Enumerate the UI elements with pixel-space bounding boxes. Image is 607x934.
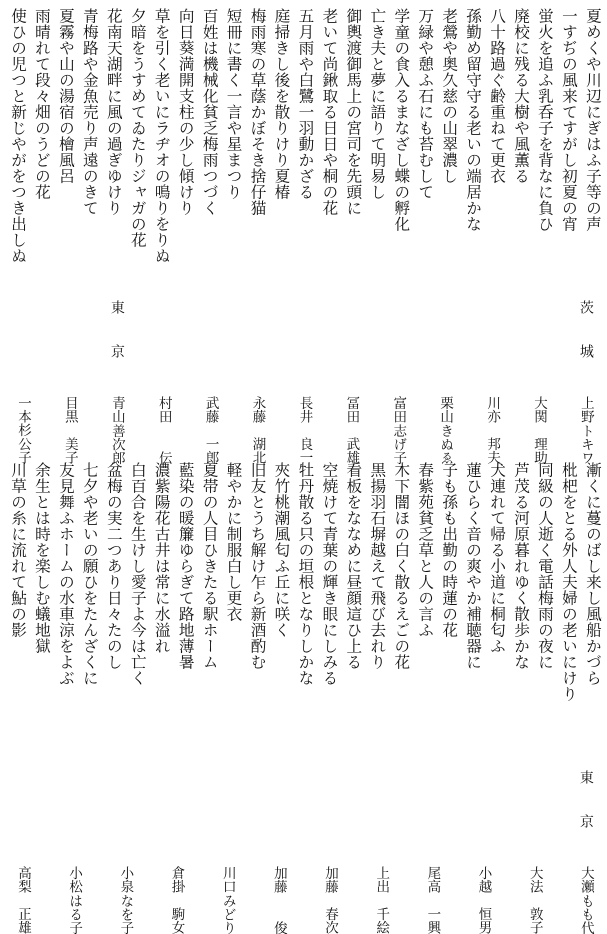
- haiku-line: 八十路過ぐ齢重ねて更衣: [488, 8, 507, 184]
- author-column: [147, 300, 181, 464]
- author-name: 高梨 正雄: [15, 866, 31, 934]
- author-name: 川口 みどり: [219, 866, 236, 934]
- author-column: [6, 300, 40, 464]
- haiku-line: 庭掃きし後を散りけり夏椿: [272, 8, 291, 200]
- haiku-line: 梅雨寒の草蔭かぼそき捨仔猫: [248, 8, 267, 216]
- author-column: [241, 300, 275, 464]
- haiku-line: 白百合を生けし愛子よ今は亡く: [128, 462, 147, 686]
- author-name: 大瀬 もも代: [577, 866, 594, 934]
- haiku-line: 牡丹散る只の垣根となりしかな: [296, 462, 315, 686]
- haiku-line: 余生とは時を楽しむ蟻地獄: [32, 462, 51, 654]
- author-name: 上出 千絵: [373, 866, 390, 934]
- haiku-line: 御輿渡御馬上の宮司を先頭に: [344, 8, 363, 216]
- haiku-line: 孫勤め留守守る老いの端居かな: [464, 8, 483, 232]
- author-name: 村田 伝: [155, 396, 172, 464]
- author-name: 加藤 春次: [322, 866, 339, 934]
- lower-haiku-block: [0, 462, 607, 762]
- author-column: [467, 770, 501, 934]
- haiku-line: 万緑や憩ふ石にも苔むして: [416, 8, 435, 200]
- haiku-line: 犬連れて帰る小道に桐匂ふ: [488, 462, 507, 654]
- author-name: 尾高 一興: [424, 866, 441, 934]
- author-name: 青山 善次郎: [108, 396, 125, 464]
- author-column: [522, 300, 556, 464]
- region-label: 茨城: [577, 300, 594, 388]
- author-name: 一本杉 公子: [15, 396, 31, 464]
- haiku-line: 使ひの児つと新じやがをつき出しぬ: [9, 8, 27, 264]
- haiku-line: 廃校に残る大樹や風薫る: [512, 8, 531, 184]
- haiku-line: 百姓は機械化貧乏梅雨つづく: [200, 8, 219, 216]
- haiku-line: 枇杷をとる外人夫婦の老いにけり: [559, 462, 578, 702]
- haiku-line: 夕暗をうすめてゐたりジャガの花: [128, 8, 147, 248]
- author-name: 上野 トキワ: [577, 396, 594, 464]
- haiku-line: 黒揚羽石塀越えて飛び去れり: [368, 462, 387, 670]
- author-name: 小泉 なを子: [117, 866, 134, 934]
- author-column: [6, 770, 40, 934]
- author-column: [518, 770, 552, 934]
- region-label: 東京: [108, 300, 125, 388]
- haiku-line: 青梅路や金魚売り声遠のきて: [80, 8, 99, 216]
- haiku-line: 川草の糸に流れて鮎の影: [9, 462, 27, 638]
- author-column: [475, 300, 509, 464]
- author-name: 永藤 湖北: [249, 396, 266, 464]
- haiku-line: 春紫苑貧乏草と人の言ふ: [416, 462, 435, 638]
- haiku-line: 盆梅の実二つあり日々たのし: [104, 462, 123, 670]
- haiku-line: 旧友とうち解け乍ら新酒酌む: [248, 462, 267, 670]
- author-column: [569, 770, 603, 934]
- author-column: [108, 770, 142, 934]
- haiku-line: 向日葵満開支柱の少し傾けり: [176, 8, 195, 216]
- haiku-line: 五月雨や白鷺一羽動かざる: [296, 8, 315, 200]
- author-column: [287, 300, 321, 464]
- haiku-line: 芦茂る河原暮れゆく散歩かな: [512, 462, 531, 670]
- haiku-line: 軽やかに制服白し更衣: [224, 462, 243, 622]
- author-column: [160, 770, 194, 934]
- author-name: 川亦 邦夫: [484, 396, 501, 464]
- author-column: [57, 770, 91, 934]
- haiku-line: 老鶯や奥久慈の山翠濃し: [440, 8, 459, 184]
- haiku-line: 草を引く老いにラヂオの鳴りをりぬ: [152, 8, 171, 264]
- haiku-line: 漸くに蔓のばし来し風船かづら: [583, 462, 602, 686]
- haiku-line: 花南天湖畔に風の過ぎゆけり: [104, 8, 123, 216]
- haiku-line: 亡き夫と夢に語りて明易し: [368, 8, 387, 200]
- author-column: [334, 300, 368, 464]
- author-name: 武藤 一郎: [202, 396, 219, 464]
- haiku-line: 夾竹桃潮風匂ふ丘に咲く: [272, 462, 291, 638]
- upper-haiku-block: [0, 8, 607, 308]
- haiku-line: 木下闇ほの白く散るえごの花: [392, 462, 411, 670]
- lower-author-block: [0, 770, 607, 934]
- region-label: 東京: [577, 770, 594, 858]
- haiku-line: 看板をななめに昼顔這ひ上る: [344, 462, 363, 670]
- author-column: [569, 300, 603, 464]
- haiku-line: 蓮ひらく音の爽やか補聴器に: [464, 462, 483, 670]
- haiku-line: 雨晴れて段々畑のうどの花: [32, 8, 51, 200]
- haiku-line: 友見舞ふホームの水車涼をよぶ: [56, 462, 75, 686]
- author-name: 栗山 きぬゑ: [437, 396, 454, 464]
- author-column: [415, 770, 449, 934]
- haiku-line: 一すぢの風来てすがし初夏の宵: [559, 8, 578, 232]
- author-name: 長井 良一: [296, 396, 313, 464]
- author-column: [313, 770, 347, 934]
- author-name: 目黒 美子: [61, 396, 78, 464]
- author-name: 大法 敦子: [526, 866, 543, 934]
- author-name: 倉掛 駒女: [168, 866, 185, 934]
- haiku-line: 学童の食入るまなざし蝶の孵化: [392, 8, 411, 232]
- haiku-line: 子も孫も出勤の時蓮の花: [440, 462, 459, 638]
- haiku-line: 老いて尚鍬取る日日や桐の花: [320, 8, 339, 216]
- author-name: 冨田 武雄: [343, 396, 360, 464]
- author-column: [381, 300, 415, 464]
- author-column: [194, 300, 228, 464]
- author-column: [211, 770, 245, 934]
- haiku-line: 藍染の暖簾ゆらぎて路地薄暑: [176, 462, 195, 670]
- author-name: 小越 恒男: [475, 866, 492, 934]
- haiku-line: 七夕や老いの願ひをたんざくに: [80, 462, 99, 686]
- author-name: 大関 理助: [530, 396, 547, 464]
- author-name: 加藤 俊: [270, 866, 287, 934]
- haiku-line: 同級の人逝く電話梅雨の夜に: [535, 462, 554, 670]
- upper-author-block: [0, 300, 607, 464]
- author-name: 小松 はる子: [66, 866, 83, 934]
- author-column: [262, 770, 296, 934]
- author-column: [100, 300, 134, 464]
- author-column: [428, 300, 462, 464]
- haiku-line: 濃紫陽花古井は常に水溢れ: [152, 462, 171, 654]
- haiku-line: 蛍火を追ふ乳呑子を背なに負ひ: [535, 8, 554, 232]
- haiku-line: 夏帯の人目ひきたる駅ホーム: [200, 462, 219, 670]
- author-column: [53, 300, 87, 464]
- haiku-line: 夏めくや川辺にぎはふ子等の声: [583, 8, 602, 232]
- haiku-line: 夏霧や山の湯宿の檜風呂: [56, 8, 75, 184]
- haiku-line: 空焼けて青葉の輝き眼にしみる: [320, 462, 339, 686]
- author-column: [364, 770, 398, 934]
- author-name: 富田 志げ子: [390, 396, 407, 464]
- haiku-line: 短冊に書く一言や星まつり: [224, 8, 243, 200]
